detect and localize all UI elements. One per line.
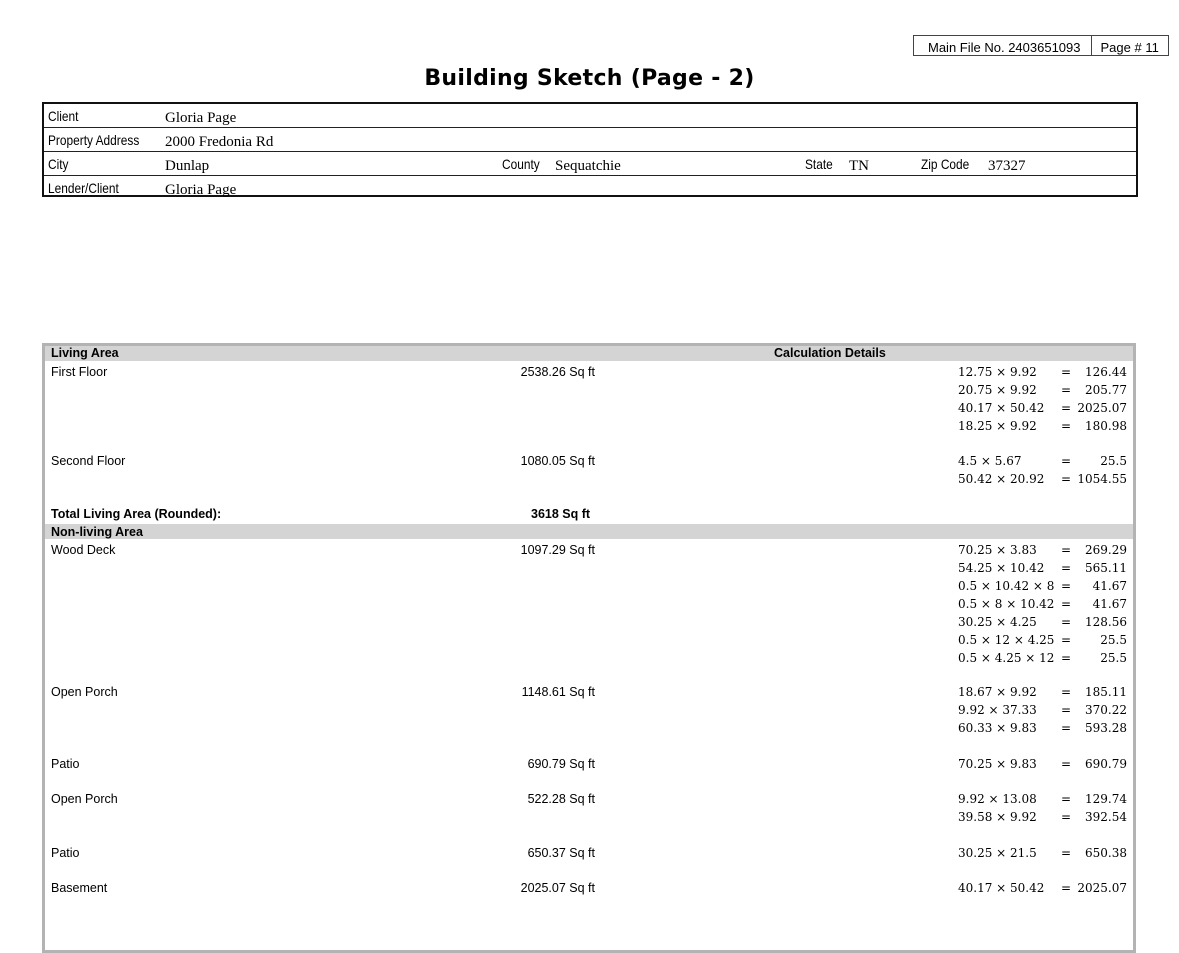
equals-sign: = [1061,633,1072,647]
area-name: Second Floor [51,454,126,468]
calc-result: 690.79 [1085,757,1127,771]
living-area-header: Living Area [51,346,119,360]
county-value: Sequatchie [555,158,621,174]
equals-sign: = [1061,810,1072,824]
area-value: 2538.26 Sq ft [520,365,595,379]
equals-sign: = [1061,365,1072,379]
equals-sign: = [1061,721,1072,735]
area-name: Patio [51,757,80,771]
area-name: Patio [51,846,80,860]
equals-sign: = [1061,579,1072,593]
calc-result: 185.11 [1085,685,1127,699]
non-living-area-header-bar [45,524,1133,539]
calc-formula: 9.92 × 13.08 [958,792,1037,806]
calc-result: 565.11 [1085,561,1127,575]
calc-result: 205.77 [1085,383,1127,397]
area-name: Wood Deck [51,543,116,557]
area-value: 1080.05 Sq ft [520,454,595,468]
calc-formula: 30.25 × 21.5 [958,846,1037,860]
calc-result: 25.5 [1100,633,1127,647]
calc-formula: 18.25 × 9.92 [958,419,1037,433]
calc-result: 2025.07 [1077,881,1127,895]
equals-sign: = [1061,703,1072,717]
equals-sign: = [1061,401,1072,415]
calc-result: 650.38 [1085,846,1127,860]
calculation-details-header: Calculation Details [774,346,886,360]
county-label: County [502,156,540,172]
calc-formula: 12.75 × 9.92 [958,365,1037,379]
area-name: Basement [51,881,108,895]
area-value: 650.37 Sq ft [527,846,595,860]
calc-formula: 60.33 × 9.83 [958,721,1037,735]
area-name: First Floor [51,365,108,379]
area-value: 2025.07 Sq ft [520,881,595,895]
client-label: Client [48,108,79,124]
equals-sign: = [1061,597,1072,611]
calc-result: 41.67 [1092,597,1127,611]
calc-result: 593.28 [1085,721,1127,735]
equals-sign: = [1061,561,1072,575]
calc-formula: 20.75 × 9.92 [958,383,1037,397]
state-value: TN [849,158,869,174]
equals-sign: = [1061,615,1072,629]
equals-sign: = [1061,792,1072,806]
equals-sign: = [1061,881,1072,895]
main-file-number: Main File No. 2403651093 [913,35,1092,56]
equals-sign: = [1061,472,1072,486]
area-name: Open Porch [51,792,118,806]
area-value: 690.79 Sq ft [527,757,595,771]
calc-result: 128.56 [1085,615,1127,629]
calc-formula: 54.25 × 10.42 [958,561,1045,575]
calc-formula: 70.25 × 3.83 [958,543,1037,557]
equals-sign: = [1061,543,1072,557]
calc-result: 2025.07 [1077,401,1127,415]
calc-result: 269.29 [1085,543,1127,557]
client-value: Gloria Page [165,110,237,126]
calc-result: 25.5 [1100,454,1127,468]
calc-formula: 39.58 × 9.92 [958,810,1037,824]
calc-formula: 70.25 × 9.83 [958,757,1037,771]
subject-info-table [42,102,1138,197]
non-living-area-header: Non-living Area [51,525,143,539]
calc-formula: 0.5 × 4.25 × 12 [958,651,1055,665]
city-label: City [48,156,69,172]
total-living-area-label: Total Living Area (Rounded): [51,507,222,521]
calc-formula: 0.5 × 8 × 10.42 [958,597,1055,611]
equals-sign: = [1061,383,1072,397]
calc-formula: 18.67 × 9.92 [958,685,1037,699]
calc-formula: 30.25 × 4.25 [958,615,1037,629]
area-calculation-table [42,343,1136,953]
equals-sign: = [1061,685,1072,699]
lender-value: Gloria Page [165,182,237,198]
total-living-area-value: 3618 Sq ft [531,507,591,521]
city-value: Dunlap [165,158,210,174]
equals-sign: = [1061,846,1072,860]
calc-formula: 0.5 × 10.42 × 8 [958,579,1055,593]
zip-label: Zip Code [921,156,970,172]
calc-result: 392.54 [1085,810,1127,824]
calc-result: 370.22 [1085,703,1127,717]
area-name: Open Porch [51,685,118,699]
area-value: 522.28 Sq ft [527,792,595,806]
state-label: State [805,156,833,172]
calc-formula: 40.17 × 50.42 [958,401,1045,415]
living-area-header-bar [45,346,1133,361]
city-row [44,152,1136,176]
calc-result: 126.44 [1085,365,1127,379]
client-row [44,104,1136,128]
equals-sign: = [1061,651,1072,665]
address-value: 2000 Fredonia Rd [165,134,274,150]
equals-sign: = [1061,454,1072,468]
file-info-box [913,35,1169,56]
lender-row [44,176,1136,199]
area-value: 1148.61 Sq ft [521,685,595,699]
page-title: Building Sketch (Page - 2) [424,66,755,91]
calc-formula: 50.42 × 20.92 [958,472,1045,486]
calc-formula: 40.17 × 50.42 [958,881,1045,895]
calc-result: 129.74 [1085,792,1127,806]
calc-result: 25.5 [1100,651,1127,665]
calc-formula: 0.5 × 12 × 4.25 [958,633,1055,647]
address-row [44,128,1136,152]
zip-value: 37327 [988,158,1026,174]
calc-formula: 4.5 × 5.67 [958,454,1022,468]
calc-result: 1054.55 [1077,472,1127,486]
lender-label: Lender/Client [48,180,119,196]
address-label: Property Address [48,132,140,148]
calc-result: 180.98 [1085,419,1127,433]
area-value: 1097.29 Sq ft [520,543,595,557]
equals-sign: = [1061,757,1072,771]
equals-sign: = [1061,419,1072,433]
page-number: Page # 11 [1092,35,1169,56]
calc-formula: 9.92 × 37.33 [958,703,1037,717]
calc-result: 41.67 [1092,579,1127,593]
